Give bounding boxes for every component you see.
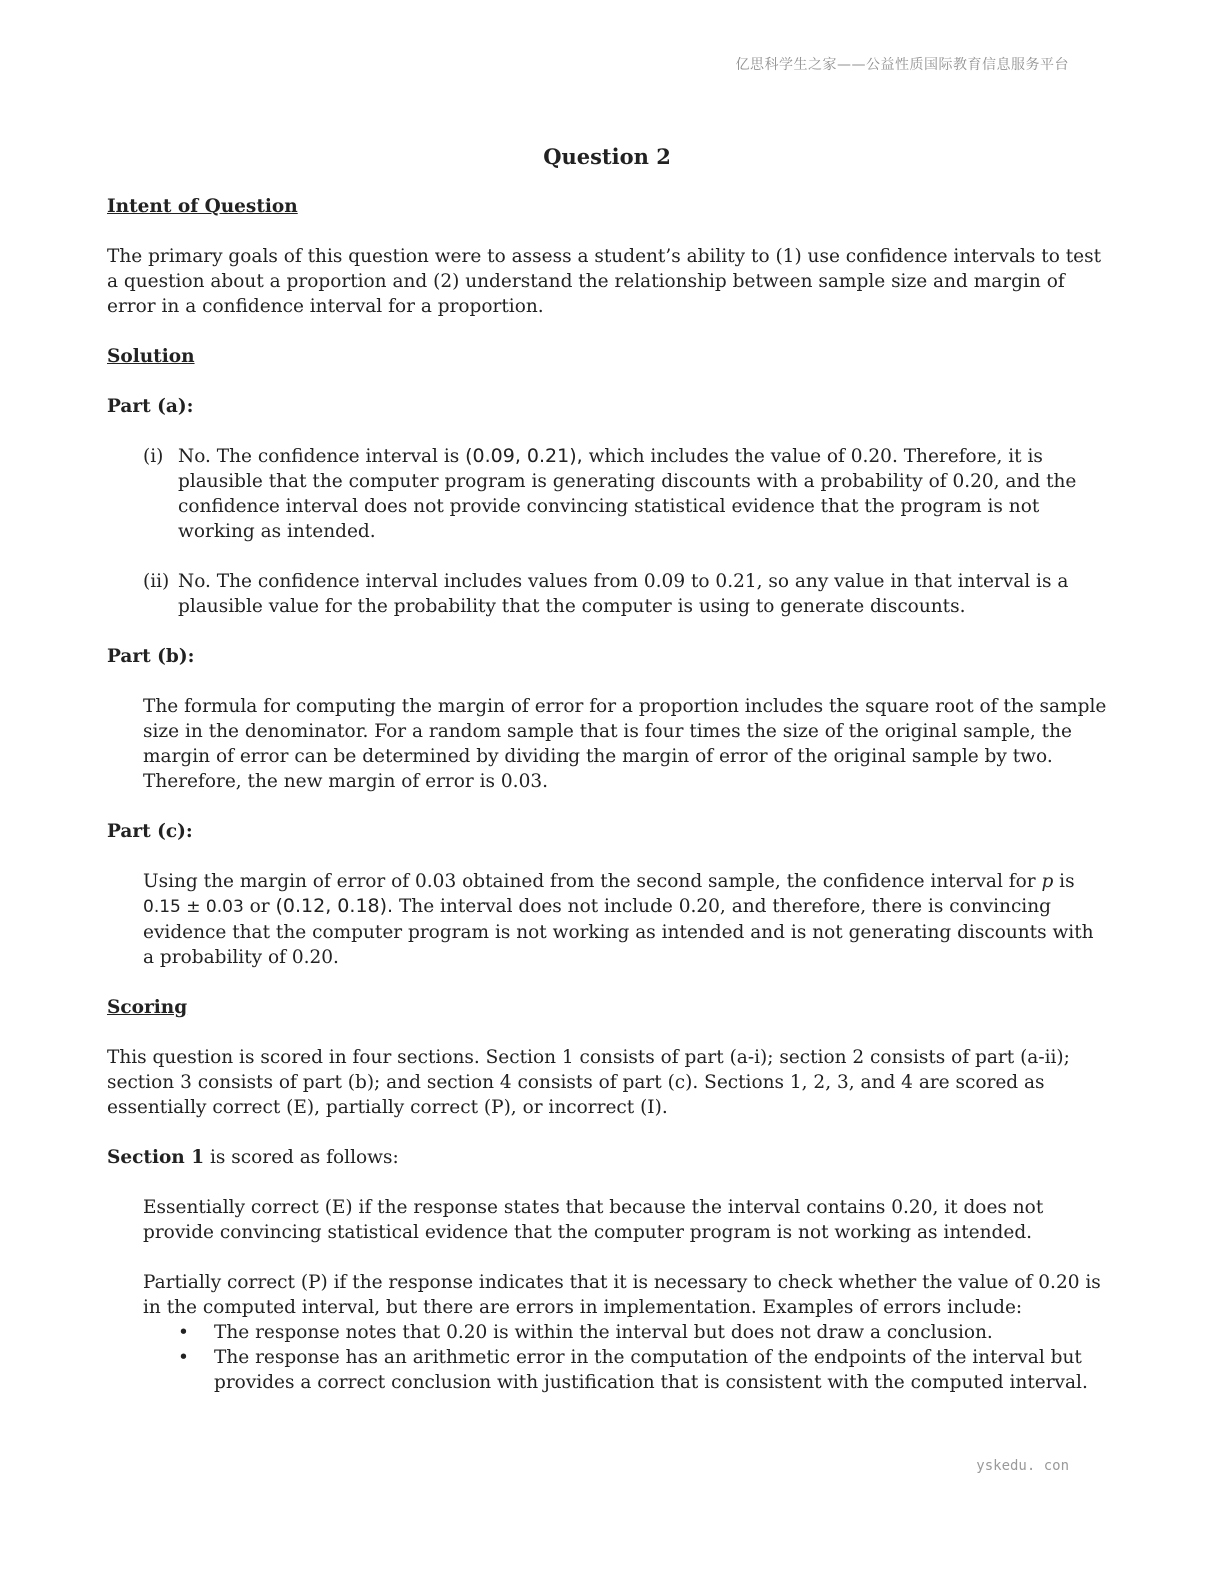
intent-text: The primary goals of this question were to assess a student’s ability to (1) use confidence intervals to test a question about a proportion and (2) understand the relationship between sample size and margin of error in a confidence interval for a proportion. (107, 246, 1102, 317)
document-body (107, 140, 1107, 1395)
bullet-icon: • (178, 1347, 189, 1368)
bullet-icon: • (178, 1322, 189, 1343)
variable-p: p (1041, 871, 1054, 892)
part-a-ii-number: (ii) (143, 571, 170, 592)
part-a-i-number: (i) (143, 446, 164, 467)
scoring-heading: Scoring (107, 997, 188, 1018)
section1-partially-correct: Partially correct (P) if the response indicates that it is necessary to check whether the value of 0.20 is in the computed interval, but there are errors in implementation. Examples of errors include: (143, 1272, 1101, 1318)
section1-error-list (107, 1320, 1107, 1395)
intent-heading: Intent of Question (107, 196, 298, 217)
list-item: • The response has an arithmetic error in the computation of the endpoints of the interval but provides a correct conclusion with justification that is consistent with the computed interval. (143, 1345, 1107, 1395)
part-a-i-text: No. The confidence interval is (0.09, 0.21), which includes the value of 0.20. Therefore, it is plausible that the computer program is generating discounts with a probability of 0.20, and the confidence interval does not provide convincing statistical evidence that the program is not working as intended. (178, 445, 1077, 542)
solution-heading: Solution (107, 346, 195, 367)
list-item: • The response notes that 0.20 is within the interval but does not draw a conclusion. (143, 1320, 1107, 1345)
part-c-text: Using the margin of error of 0.03 obtained from the second sample, the confidence interval for p is 0.15 ± 0.03 or (0.12, 0.18). The interval does not include 0.20, and therefore, there is convincing evidence that the computer program is not working as intended and is not generating discounts with a probability of 0.20. (143, 871, 1094, 968)
part-a-i (107, 444, 1107, 544)
part-b-heading: Part (b): (107, 646, 195, 667)
part-a-ii-text: No. The confidence interval includes values from 0.09 to 0.21, so any value in that interval is a plausible value for the probability that the computer is using to generate discounts. (178, 571, 1069, 617)
section1-intro: Section 1 is scored as follows: (107, 1147, 399, 1168)
section1-essentially-correct: Essentially correct (E) if the response states that because the interval contains 0.20, it does not provide convincing statistical evidence that the computer program is not working as intended. (143, 1197, 1044, 1243)
page-title: Question 2 (543, 144, 671, 169)
estimate-math: 0.15 ± 0.03 (143, 897, 244, 917)
interval-math: (0.09, 0.21), (465, 445, 583, 467)
new-interval-math: (0.12, 0.18). (275, 895, 394, 917)
scoring-intro: This question is scored in four sections. Section 1 consists of part (a-i); section 2 consists of part (a-ii); section 3 consists of part (b); and section 4 consists of part (c). Sections 1, 2, 3, and 4 are scored as essentially correct (E), partially correct (P), or incorrect (I). (107, 1047, 1070, 1118)
part-c-heading: Part (c): (107, 821, 193, 842)
part-a-ii (107, 569, 1107, 619)
header-watermark: 亿思科学生之家——公益性质国际教育信息服务平台 (735, 57, 1069, 73)
part-a-heading: Part (a): (107, 396, 194, 417)
footer-watermark: yskedu. con (976, 1458, 1069, 1474)
part-b-text: The formula for computing the margin of error for a proportion includes the square root of the sample size in the denominator. For a random sample that is four times the size of the original sample, the margin of error can be determined by dividing the margin of error of the original sample by two. Therefore, the new margin of error is 0.03. (143, 696, 1107, 792)
